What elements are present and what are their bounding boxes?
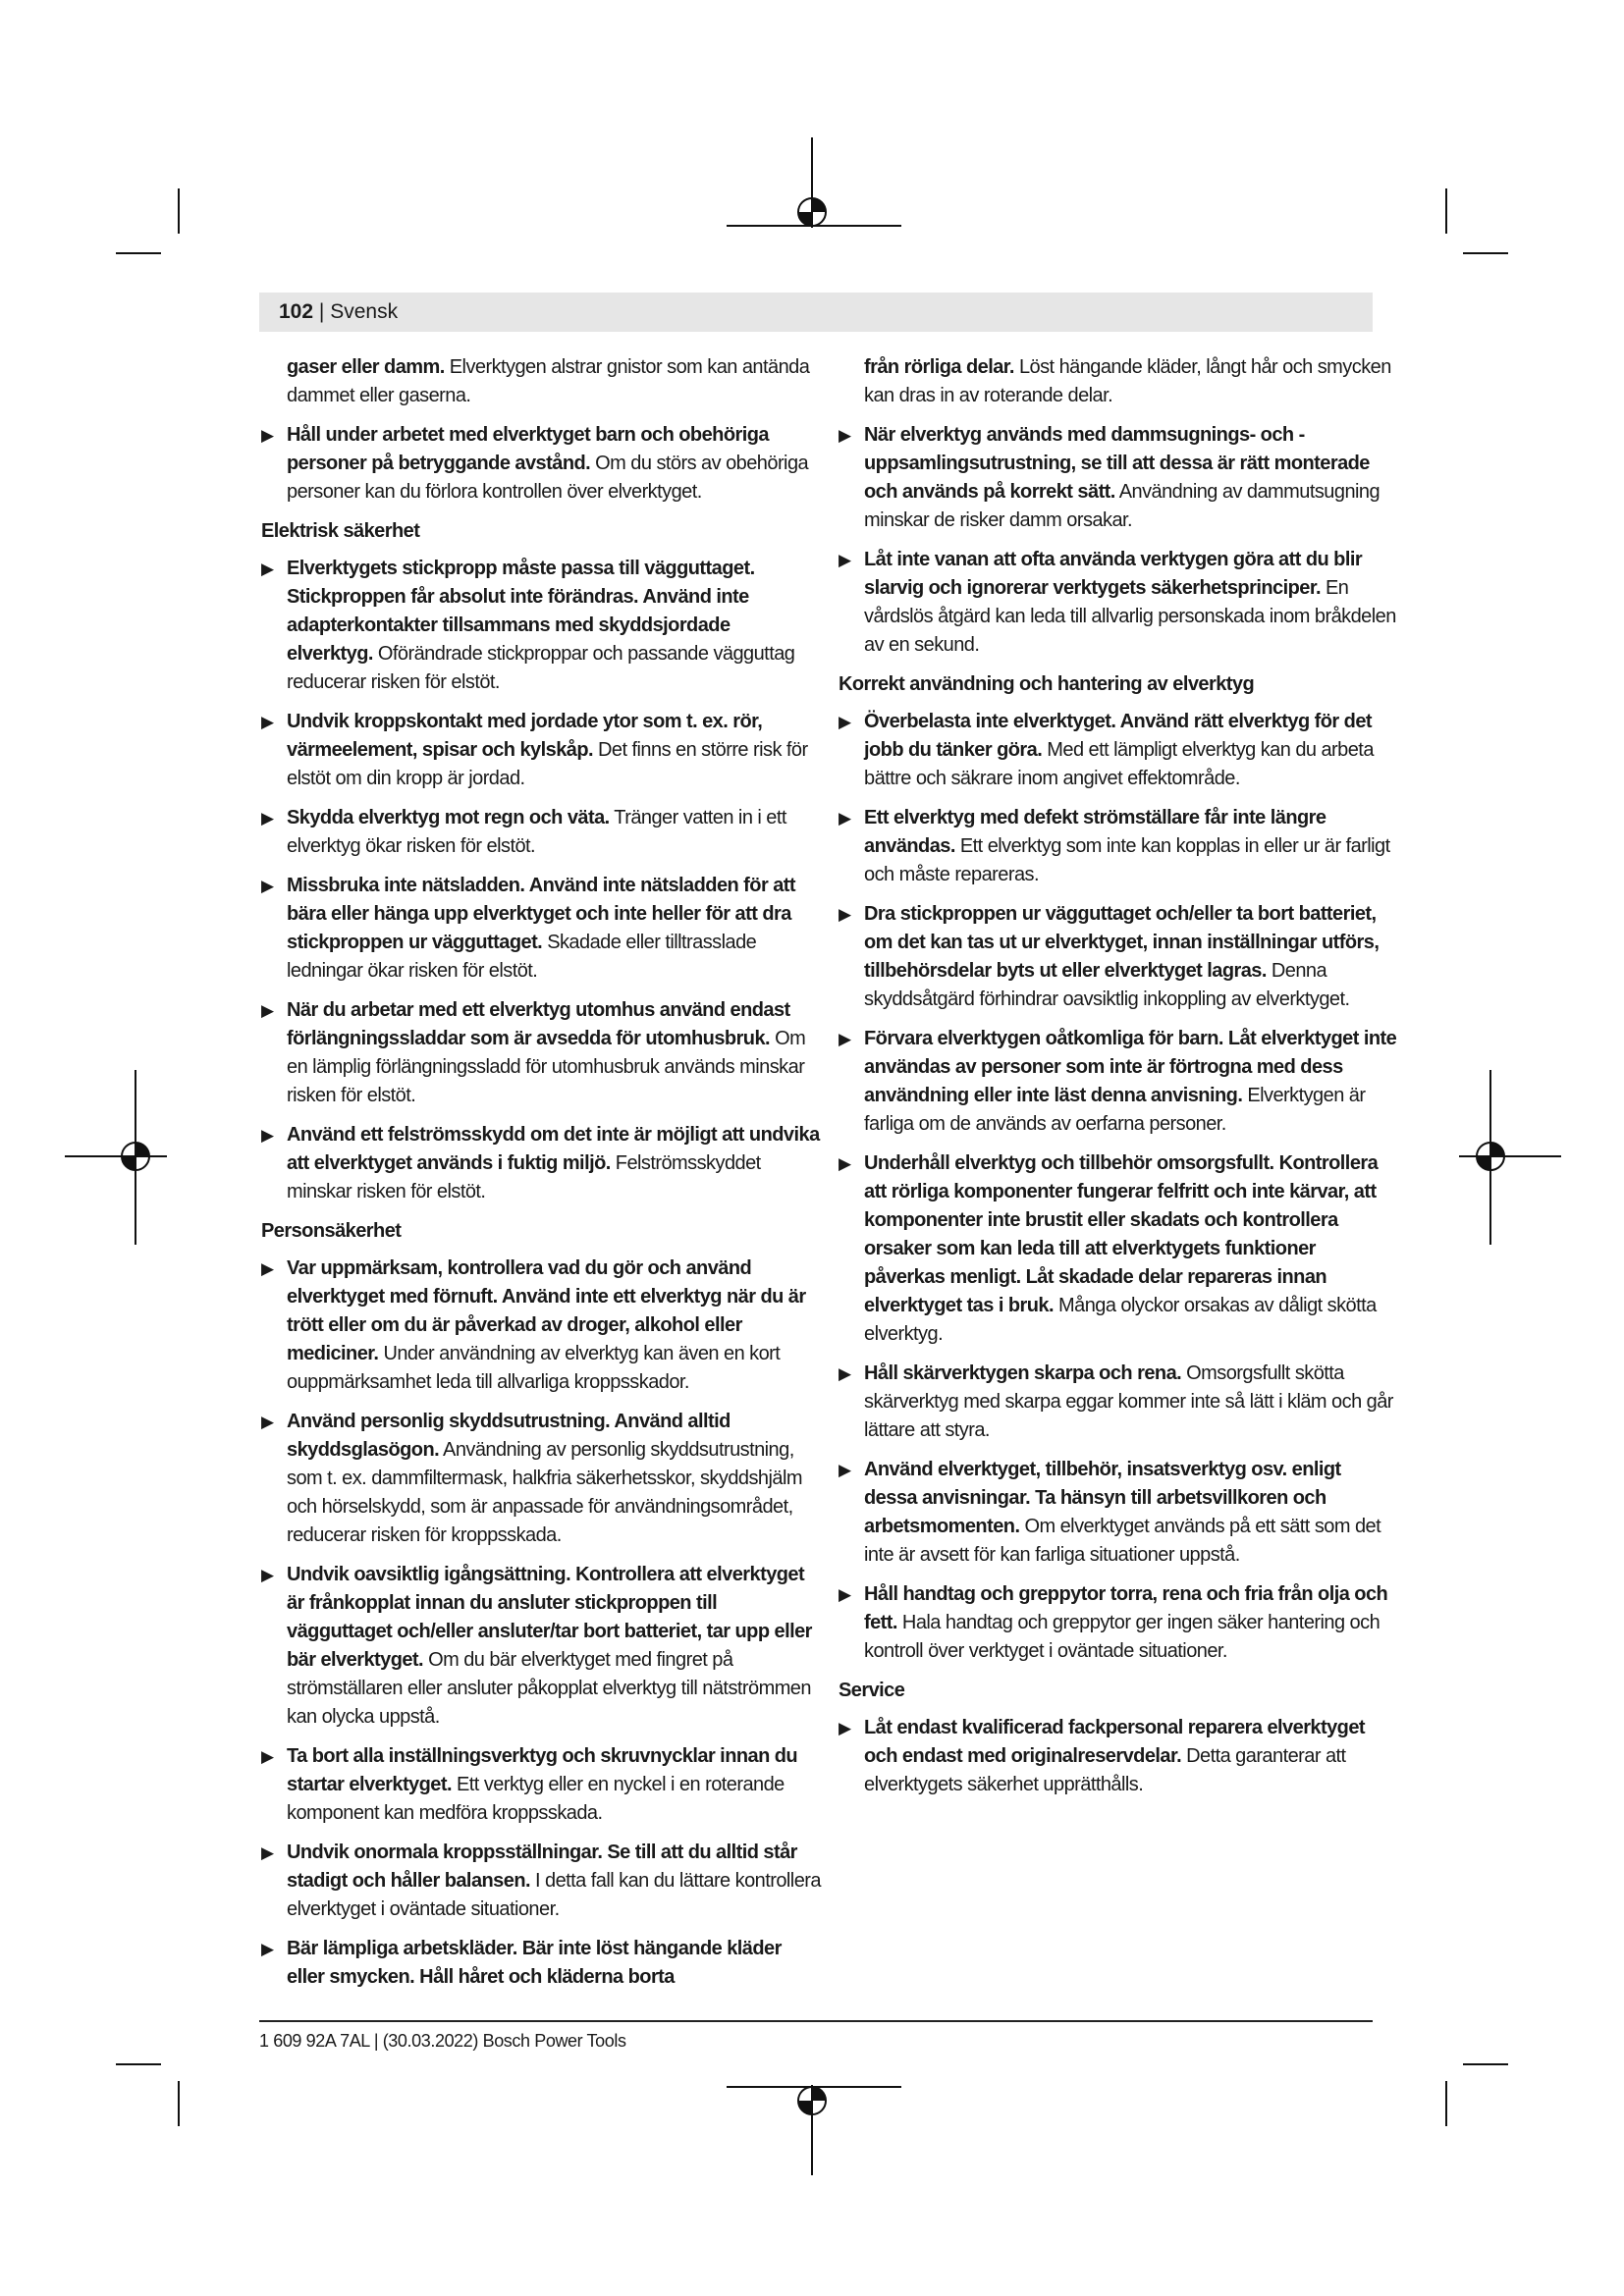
safety-instruction-item	[839, 1580, 1398, 1666]
bullet-triangle-icon: ▶	[839, 1030, 851, 1048]
instruction-explanation: Många olyckor orsakas av dåligt skötta elverktyg.	[864, 1295, 1377, 1345]
crop-mark-bottom-right-horizontal	[1463, 2063, 1508, 2065]
instruction-emphasis: Använd personlig skyddsutrustning. Använd alltid skyddsglasögon.	[287, 1411, 731, 1461]
safety-instruction-item	[261, 708, 821, 793]
instruction-explanation: Felströmsskyddet minskar risken för elstöt.	[287, 1152, 761, 1202]
header-language: Svensk	[330, 300, 399, 323]
instruction-emphasis: När du arbetar med ett elverktyg utomhus använd endast förlängningssladdar som är avsedda för utomhusbruk.	[287, 999, 790, 1049]
safety-instruction-item	[839, 708, 1398, 793]
bullet-triangle-icon: ▶	[839, 809, 851, 828]
instruction-explanation: Omsorgsfullt skötta skärverktyg med skarpa eggar kommer inte så lätt i kläm och går lättare att styra.	[864, 1362, 1393, 1441]
safety-instruction-item	[261, 996, 821, 1110]
bullet-triangle-icon: ▶	[839, 905, 851, 924]
bullet-triangle-icon: ▶	[839, 1719, 851, 1737]
instruction-explanation: Om du bär elverktyget med fingret på strömställaren eller ansluter påkopplat elverktyg till nätströmmen kan olycka uppstå.	[287, 1649, 811, 1728]
bullet-triangle-icon: ▶	[261, 1940, 274, 1958]
instruction-emphasis: Håll skärverktygen skarpa och rena.	[864, 1362, 1182, 1384]
instruction-explanation: Detta garanterar att elverktygets säkerhet upprätthålls.	[864, 1745, 1346, 1795]
section-heading: Korrekt användning och hantering av elverktyg	[839, 673, 1255, 695]
instruction-explanation: Om du störs av obehöriga personer kan du förlora kontrollen över elverktyget.	[287, 453, 809, 503]
instruction-emphasis: Underhåll elverktyg och tillbehör omsorgsfullt. Kontrollera att rörliga komponenter fungerar felfritt och inte kärvar, att komponenter inte brustit eller skadats och kontrollera orsaker som kan leda till att elverktygets funktioner påverkas menligt. Låt skadade delar repareras innan elverktyget tas i bruk.	[864, 1152, 1379, 1316]
safety-instruction-item	[839, 804, 1398, 889]
instruction-emphasis: Håll handtag och greppytor torra, rena och fria från olja och fett.	[864, 1583, 1388, 1633]
right-column	[839, 353, 1398, 1810]
section-heading: Service	[839, 1680, 905, 1701]
left-column	[261, 353, 821, 2002]
instruction-emphasis: Bär lämpliga arbetskläder. Bär inte löst hängande kläder eller smycken. Håll håret och kläderna borta	[287, 1938, 782, 1988]
safety-instruction-item	[839, 1456, 1398, 1570]
safety-instruction-item	[261, 1121, 821, 1206]
bullet-triangle-icon: ▶	[261, 1126, 274, 1145]
bullet-triangle-icon: ▶	[839, 1585, 851, 1604]
instruction-emphasis: Använd elverktyget, tillbehör, insatsverktyg osv. enligt dessa anvisningar. Ta hänsyn till arbetsvillkoren och arbetsmomenten.	[864, 1459, 1341, 1537]
section-heading: Elektrisk säkerhet	[261, 520, 420, 542]
bullet-triangle-icon: ▶	[261, 1747, 274, 1766]
safety-instruction-item	[839, 900, 1398, 1014]
bullet-triangle-icon: ▶	[261, 1413, 274, 1431]
instruction-emphasis: Använd ett felströmsskydd om det inte är möjligt att undvika att elverktyget används i fuktig miljö.	[287, 1124, 820, 1174]
safety-instruction-item	[261, 1742, 821, 1828]
instruction-explanation: Hala handtag och greppytor ger ingen säker hantering och kontroll över verktyget i oväntade situationer.	[864, 1612, 1380, 1662]
header-separator: |	[318, 300, 325, 323]
crop-mark-top-left-vertical	[178, 188, 180, 234]
footer-rule	[259, 2020, 1373, 2022]
safety-instruction-item	[261, 804, 821, 861]
crop-mark-bottom-right-vertical	[1445, 2081, 1447, 2126]
safety-instruction-item	[839, 1149, 1398, 1349]
registration-mark-left-icon	[65, 1070, 173, 1247]
crop-mark-bottom-left-horizontal	[116, 2063, 161, 2065]
safety-instruction-item	[261, 1255, 821, 1397]
instruction-emphasis: gaser eller damm.	[287, 356, 445, 378]
instruction-explanation: Ett elverktyg som inte kan kopplas in eller ur är farligt och måste repareras.	[864, 835, 1390, 885]
instruction-emphasis: Förvara elverktygen oåtkomliga för barn. Låt elverktyget inte användas av personer som inte är förtrogna med dess användning eller inte läst denna anvisning.	[864, 1028, 1397, 1106]
instruction-explanation: En vårdslös åtgärd kan leda till allvarlig personskada inom bråkdelen av en sekund.	[864, 577, 1396, 656]
bullet-triangle-icon: ▶	[839, 551, 851, 569]
instruction-explanation: Elverktygen alstrar gnistor som kan antända dammet eller gaserna.	[287, 356, 810, 406]
page-header-band	[259, 293, 1373, 332]
instruction-emphasis: Missbruka inte nätsladden. Använd inte nätsladden för att bära eller hänga upp elverktyget och inte heller för att dra stickproppen ur vägguttaget.	[287, 875, 795, 953]
instruction-emphasis: Dra stickproppen ur vägguttaget och/eller ta bort batteriet, om det kan tas ut ur elverktyget, innan inställningar utförs, tillbehörsdelar byts ut eller elverktyget lagras.	[864, 903, 1380, 982]
section-heading: Personsäkerhet	[261, 1220, 402, 1242]
bullet-triangle-icon: ▶	[261, 809, 274, 828]
instruction-emphasis: Överbelasta inte elverktyget. Använd rätt elverktyg för det jobb du tänker göra.	[864, 711, 1373, 761]
crop-mark-bottom-left-vertical	[178, 2081, 180, 2126]
instruction-explanation: Användning av personlig skyddsutrustning, som t. ex. dammfiltermask, halkfria säkerhetsskor, skyddshjälm och hörselskydd, som är anpassade för användningsområdet, reducerar risken för kroppsskada.	[287, 1439, 802, 1546]
safety-instruction-item	[261, 1408, 821, 1550]
bullet-triangle-icon: ▶	[839, 713, 851, 731]
instruction-emphasis: Ta bort alla inställningsverktyg och skruvnycklar innan du startar elverktyget.	[287, 1745, 798, 1795]
instruction-explanation: Ett verktyg eller en nyckel i en roterande komponent kan medföra kroppsskada.	[287, 1774, 785, 1824]
crop-mark-top-right-horizontal	[1463, 252, 1508, 254]
instruction-explanation: Om en lämplig förlängningssladd för utomhusbruk används minskar risken för elstöt.	[287, 1028, 806, 1106]
instruction-emphasis: Håll under arbetet med elverktyget barn och obehöriga personer på betryggande avstånd.	[287, 424, 769, 474]
safety-instruction-item	[839, 1025, 1398, 1139]
instruction-emphasis: Skydda elverktyg mot regn och väta.	[287, 807, 610, 828]
registration-mark-top-icon	[727, 137, 903, 236]
page-number: 102	[279, 300, 314, 323]
safety-instruction-item	[839, 1360, 1398, 1445]
instruction-explanation: Elverktygen är farliga om de används av oerfarna personer.	[864, 1085, 1366, 1135]
bullet-triangle-icon: ▶	[839, 1154, 851, 1173]
instruction-explanation: Oförändrade stickproppar och passande vägguttag reducerar risken för elstöt.	[287, 643, 795, 693]
safety-instruction-item	[261, 555, 821, 697]
bullet-triangle-icon: ▶	[261, 1843, 274, 1862]
instruction-emphasis: från rörliga delar.	[864, 356, 1014, 378]
bullet-triangle-icon: ▶	[261, 560, 274, 578]
instruction-explanation: Tränger vatten in i ett elverktyg ökar risken för elstöt.	[287, 807, 786, 857]
bullet-triangle-icon: ▶	[261, 1259, 274, 1278]
bullet-triangle-icon: ▶	[839, 1461, 851, 1479]
instruction-explanation: Med ett lämpligt elverktyg kan du arbeta bättre och säkrare inom angivet effektområde.	[864, 739, 1374, 789]
instruction-emphasis: Ett elverktyg med defekt strömställare får inte längre användas.	[864, 807, 1326, 857]
footer-text: 1 609 92A 7AL | (30.03.2022) Bosch Power Tools	[259, 2031, 626, 2051]
bullet-triangle-icon: ▶	[839, 1364, 851, 1383]
bullet-triangle-icon: ▶	[839, 426, 851, 445]
safety-instruction-item	[261, 1561, 821, 1732]
instruction-explanation: Användning av dammutsugning minskar de risker damm orsakar.	[864, 481, 1380, 531]
instruction-explanation: Löst hängande kläder, långt hår och smycken kan dras in av roterande delar.	[864, 356, 1391, 406]
continued-paragraph	[261, 353, 821, 410]
page-header	[279, 299, 398, 325]
registration-mark-right-icon	[1453, 1070, 1561, 1247]
safety-instruction-item	[839, 421, 1398, 535]
instruction-emphasis: Undvik onormala kroppsställningar. Se till att du alltid står stadigt och håller balansen.	[287, 1842, 797, 1892]
instruction-emphasis: Var uppmärksam, kontrollera vad du gör och använd elverktyget med förnuft. Använd inte ett elverktyg när du är trött eller om du är påverkad av droger, alkohol eller mediciner.	[287, 1257, 806, 1364]
crop-mark-top-right-vertical	[1445, 188, 1447, 234]
registration-mark-bottom-icon	[727, 2077, 903, 2175]
instruction-explanation: Det finns en större risk för elstöt om din kropp är jordad.	[287, 739, 808, 789]
instruction-explanation: Skadade eller tilltrasslade ledningar ökar risken för elstöt.	[287, 932, 757, 982]
instruction-explanation: Under användning av elverktyg kan även en kort ouppmärksamhet leda till allvarliga kroppsskador.	[287, 1343, 781, 1393]
safety-instruction-item	[261, 872, 821, 986]
instruction-emphasis: Låt inte vanan att ofta använda verktygen göra att du blir slarvig och ignorerar verktygets säkerhetsprinciper.	[864, 549, 1363, 599]
bullet-triangle-icon: ▶	[261, 877, 274, 895]
instruction-emphasis: Elverktygets stickpropp måste passa till vägguttaget. Stickproppen får absolut inte förändras. Använd inte adapterkontakter tillsammans med skyddsjordade elverktyg.	[287, 558, 755, 665]
instruction-explanation: Denna skyddsåtgärd förhindrar oavsiktlig inkoppling av elverktyget.	[864, 960, 1350, 1010]
instruction-emphasis: Undvik oavsiktlig igångsättning. Kontrollera att elverktyget är frånkopplat innan du ansluter stickproppen till vägguttaget och/eller ansluter/tar bort batteriet, tar upp eller bär elverktyget.	[287, 1564, 812, 1671]
instruction-emphasis: Undvik kroppskontakt med jordade ytor som t. ex. rör, värmeelement, spisar och kylskåp.	[287, 711, 763, 761]
safety-instruction-item	[261, 421, 821, 507]
bullet-triangle-icon: ▶	[261, 713, 274, 731]
continued-paragraph	[839, 353, 1398, 410]
instruction-emphasis: När elverktyg används med dammsugnings- och -uppsamlingsutrustning, se till att dessa är rätt monterade och används på korrekt sätt.	[864, 424, 1370, 503]
crop-mark-top-left-horizontal	[116, 252, 161, 254]
safety-instruction-item	[839, 1714, 1398, 1799]
bullet-triangle-icon: ▶	[261, 426, 274, 445]
instruction-explanation: I detta fall kan du lättare kontrollera elverktyget i oväntade situationer.	[287, 1870, 821, 1920]
bullet-triangle-icon: ▶	[261, 1001, 274, 1020]
safety-instruction-item	[839, 546, 1398, 660]
bullet-triangle-icon: ▶	[261, 1566, 274, 1584]
instruction-emphasis: Låt endast kvalificerad fackpersonal reparera elverktyget och endast med originalreservdelar.	[864, 1717, 1366, 1767]
safety-instruction-item	[261, 1935, 821, 1992]
safety-instruction-item	[261, 1839, 821, 1924]
instruction-explanation: Om elverktyget används på ett sätt som det inte är avsett för kan farliga situationer uppstå.	[864, 1516, 1381, 1566]
